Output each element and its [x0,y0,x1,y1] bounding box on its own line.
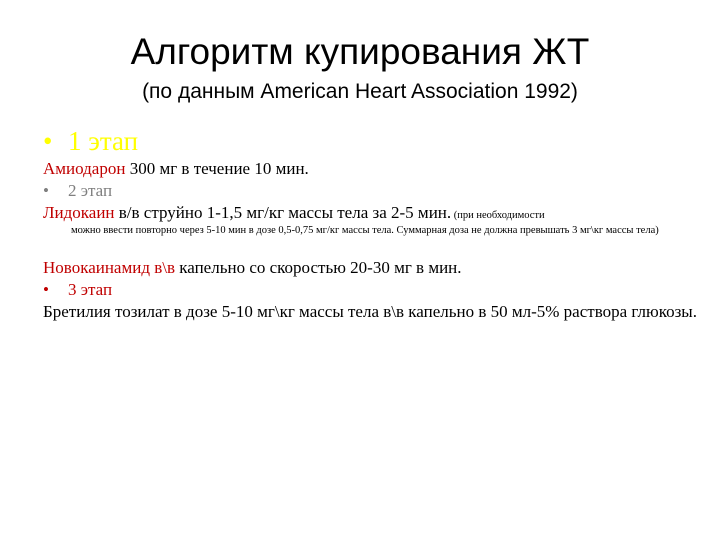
bullet-icon: • [43,280,49,299]
slide-title: Алгоритм купирования ЖТ [130,31,590,72]
novocainamide-line [43,257,683,279]
amiodarone-dose: 300 мг в течение 10 мин. [125,159,309,178]
novocainamide-dose: капельно со скоростью 20-30 мг в мин. [175,258,462,277]
novocainamide-drug: Новокаинамид в\в [43,258,176,277]
slide-content [43,124,697,323]
stage-1-label: 1 этап [68,126,139,156]
amiodarone-drug: Амиодарон [43,159,126,178]
spacer [43,237,683,257]
slide-subtitle: (по данным American Heart Association 1992) [142,80,578,103]
lidocaine-drug: Лидокаин [43,203,115,222]
lidocaine-note-start: (при необходимости [451,210,545,221]
stage-2-label: 2 этап [68,181,113,200]
lidocaine-note: можно ввести повторно через 5-10 мин в дозе 0,5-0,75 мг/кг массы тела. Суммарная доза не должна превышать 3 мг\кг массы тела) [71,225,659,236]
amiodarone-line [43,158,683,180]
lidocaine-dose: в/в струйно 1-1,5 мг/кг массы тела за 2-5 мин. [114,203,452,222]
stage-2-heading [43,180,683,202]
bullet-icon: • [43,126,53,156]
stage-3-label: 3 этап [68,280,113,299]
stage-1-heading [43,124,683,158]
bullet-icon: • [43,181,49,200]
bretylium-line: Бретилия тозилат в дозе 5-10 мг\кг массы тела в\в капельно в 50 мл-5% раствора глюкозы. [43,302,697,321]
stage-3-heading [43,279,683,301]
